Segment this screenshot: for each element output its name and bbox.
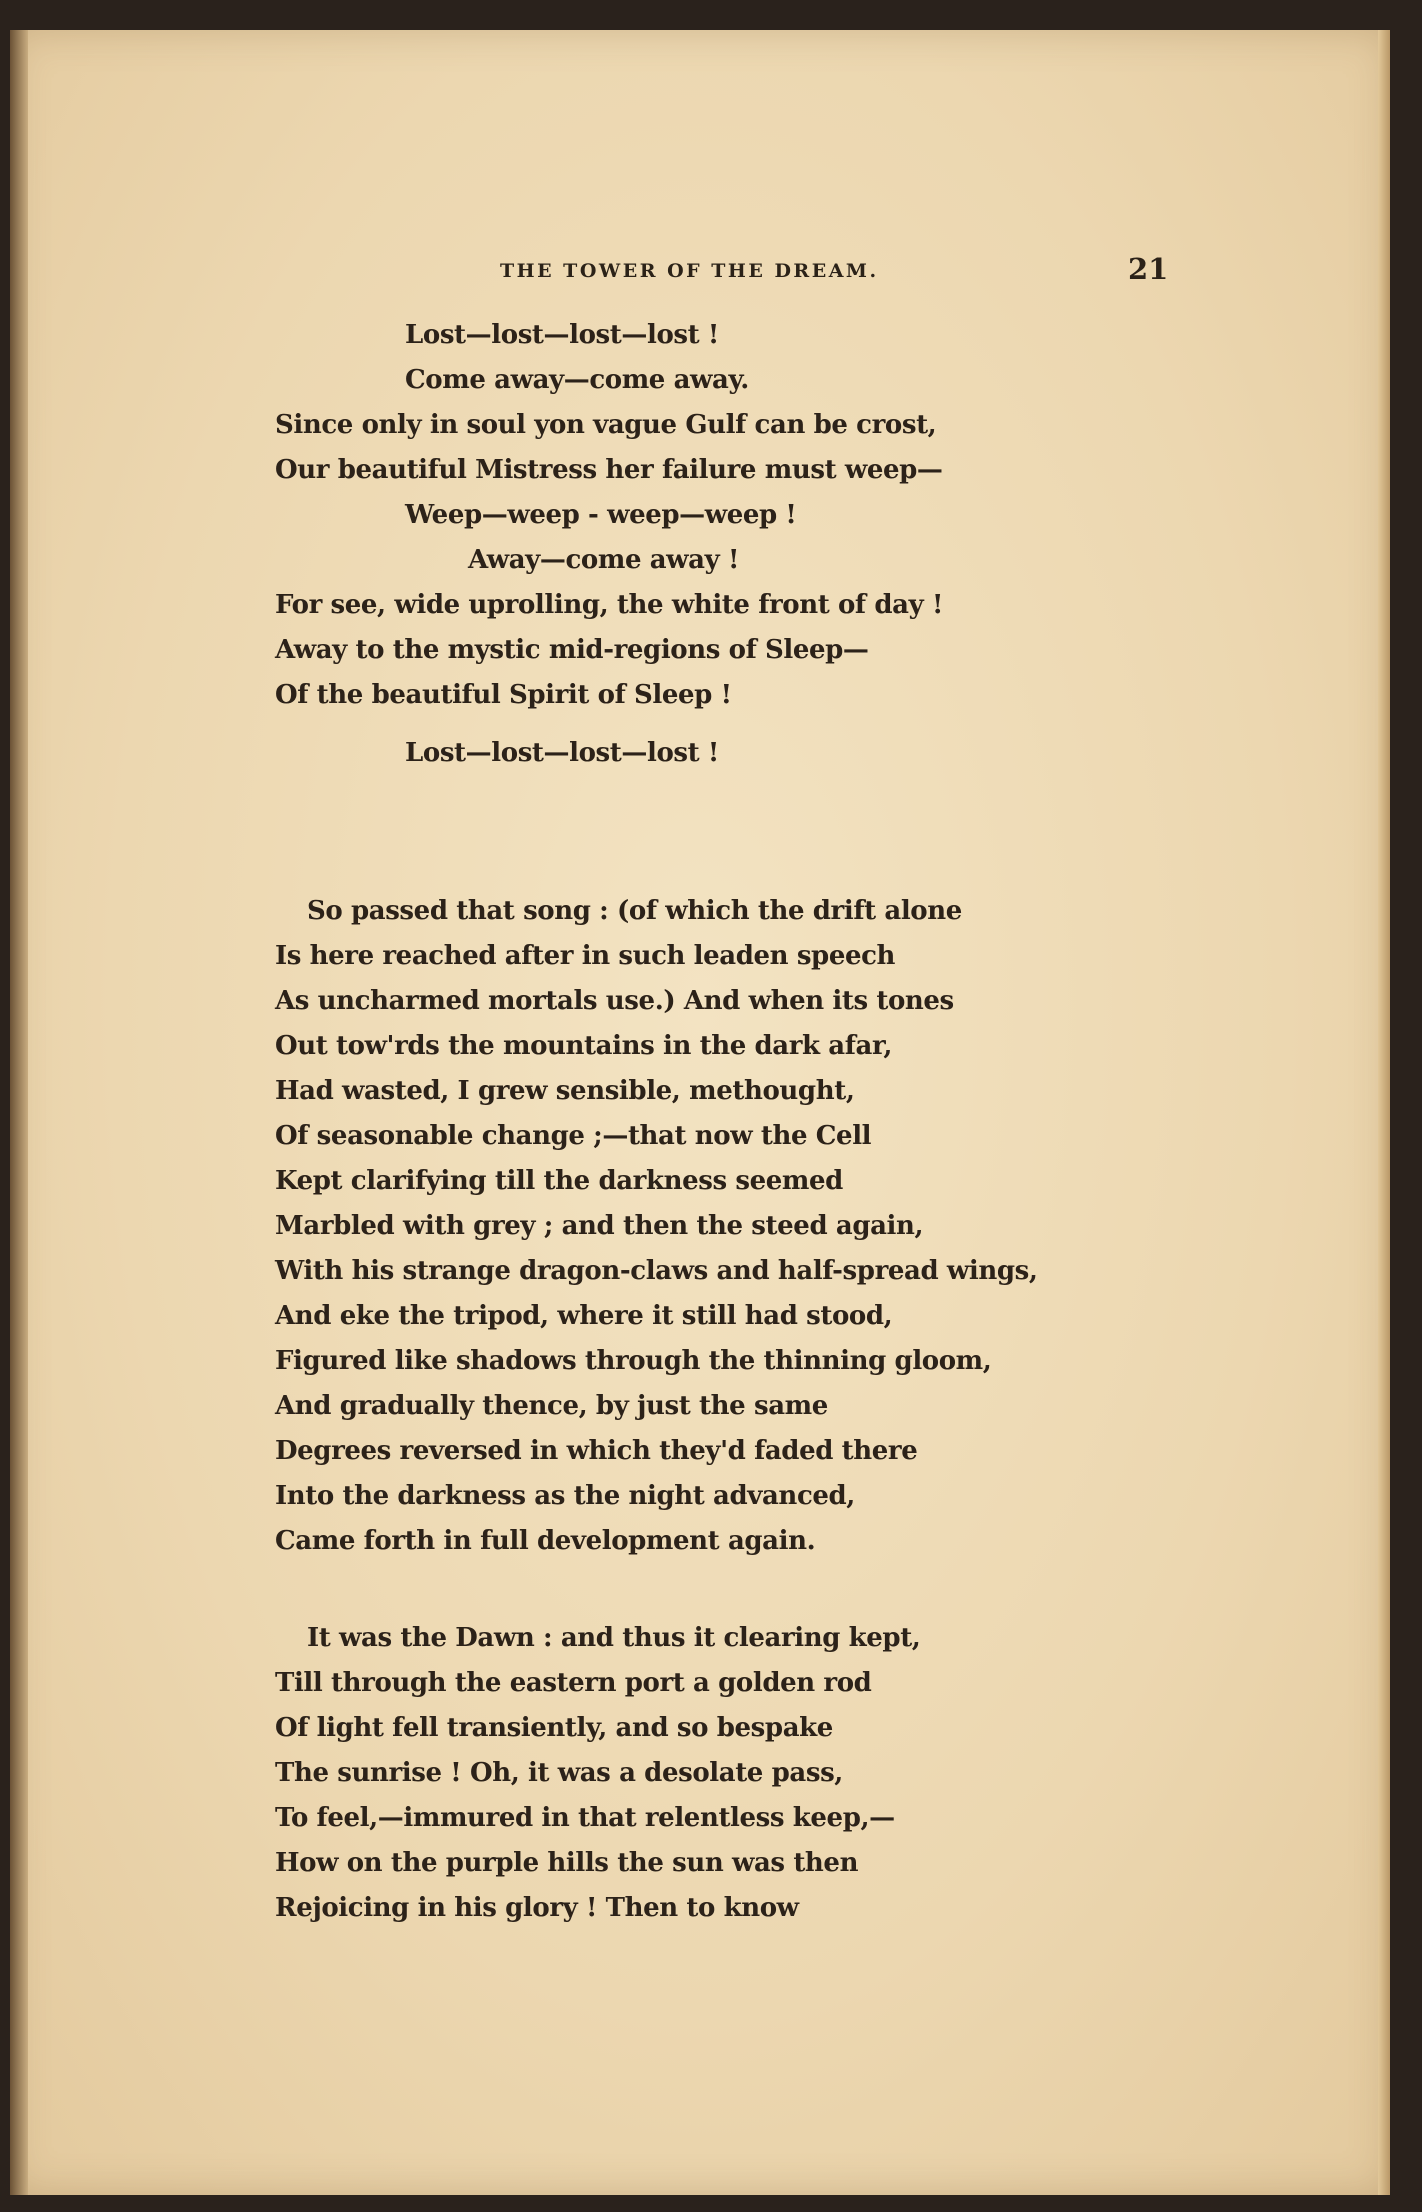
- verse-line: Of the beautiful Spirit of Sleep !: [275, 680, 732, 710]
- verse-line: So passed that song : (of which the drift alone: [307, 896, 962, 926]
- verse-line: Since only in soul yon vague Gulf can be crost,: [275, 410, 937, 440]
- verse-line: For see, wide uprolling, the white front of day !: [275, 590, 943, 620]
- verse-line: Rejoicing in his glory ! Then to know: [275, 1893, 799, 1923]
- verse-line: How on the purple hills the sun was then: [275, 1848, 859, 1878]
- verse-line: Out tow'rds the mountains in the dark afar,: [275, 1031, 893, 1061]
- verse-line: Had wasted, I grew sensible, methought,: [275, 1076, 855, 1106]
- verse-line: Away to the mystic mid-regions of Sleep—: [275, 635, 869, 665]
- verse-line: With his strange dragon-claws and half-spread wings,: [275, 1256, 1038, 1286]
- verse-line: It was the Dawn : and thus it clearing kept,: [307, 1623, 921, 1653]
- verse-line: The sunrise ! Oh, it was a desolate pass,: [275, 1758, 843, 1788]
- verse-line: Kept clarifying till the darkness seemed: [275, 1166, 843, 1196]
- verse-line: And gradually thence, by just the same: [275, 1391, 828, 1421]
- verse-line: Lost—lost—lost—lost !: [405, 320, 719, 350]
- verse-line: Is here reached after in such leaden speech: [275, 941, 896, 971]
- book-page: [10, 30, 1390, 2195]
- verse-line: Into the darkness as the night advanced,: [275, 1481, 855, 1511]
- verse-line: Our beautiful Mistress her failure must weep—: [275, 455, 943, 485]
- running-head: THE TOWER OF THE DREAM.: [500, 260, 879, 282]
- verse-line: Till through the eastern port a golden rod: [275, 1668, 872, 1698]
- verse-line: As uncharmed mortals use.) And when its tones: [275, 986, 954, 1016]
- verse-line: Degrees reversed in which they'd faded there: [275, 1436, 918, 1466]
- verse-line: Figured like shadows through the thinning gloom,: [275, 1346, 992, 1376]
- page-header: [10, 252, 1390, 292]
- verse-line: Of seasonable change ;—that now the Cell: [275, 1121, 872, 1151]
- page-number: 21: [1128, 252, 1169, 286]
- verse-line: Lost—lost—lost—lost !: [405, 738, 719, 768]
- verse-line: Weep—weep - weep—weep !: [405, 500, 797, 530]
- verse-line: Of light fell transiently, and so bespake: [275, 1713, 833, 1743]
- page-edge: [1378, 30, 1390, 2195]
- book-binding: [10, 30, 28, 2195]
- verse-line: Came forth in full development again.: [275, 1526, 816, 1556]
- verse-line: Away—come away !: [468, 545, 739, 575]
- verse-line: Come away—come away.: [405, 365, 749, 395]
- verse-line: Marbled with grey ; and then the steed again,: [275, 1211, 924, 1241]
- verse-line: To feel,—immured in that relentless keep,—: [275, 1803, 895, 1833]
- verse-line: And eke the tripod, where it still had stood,: [275, 1301, 893, 1331]
